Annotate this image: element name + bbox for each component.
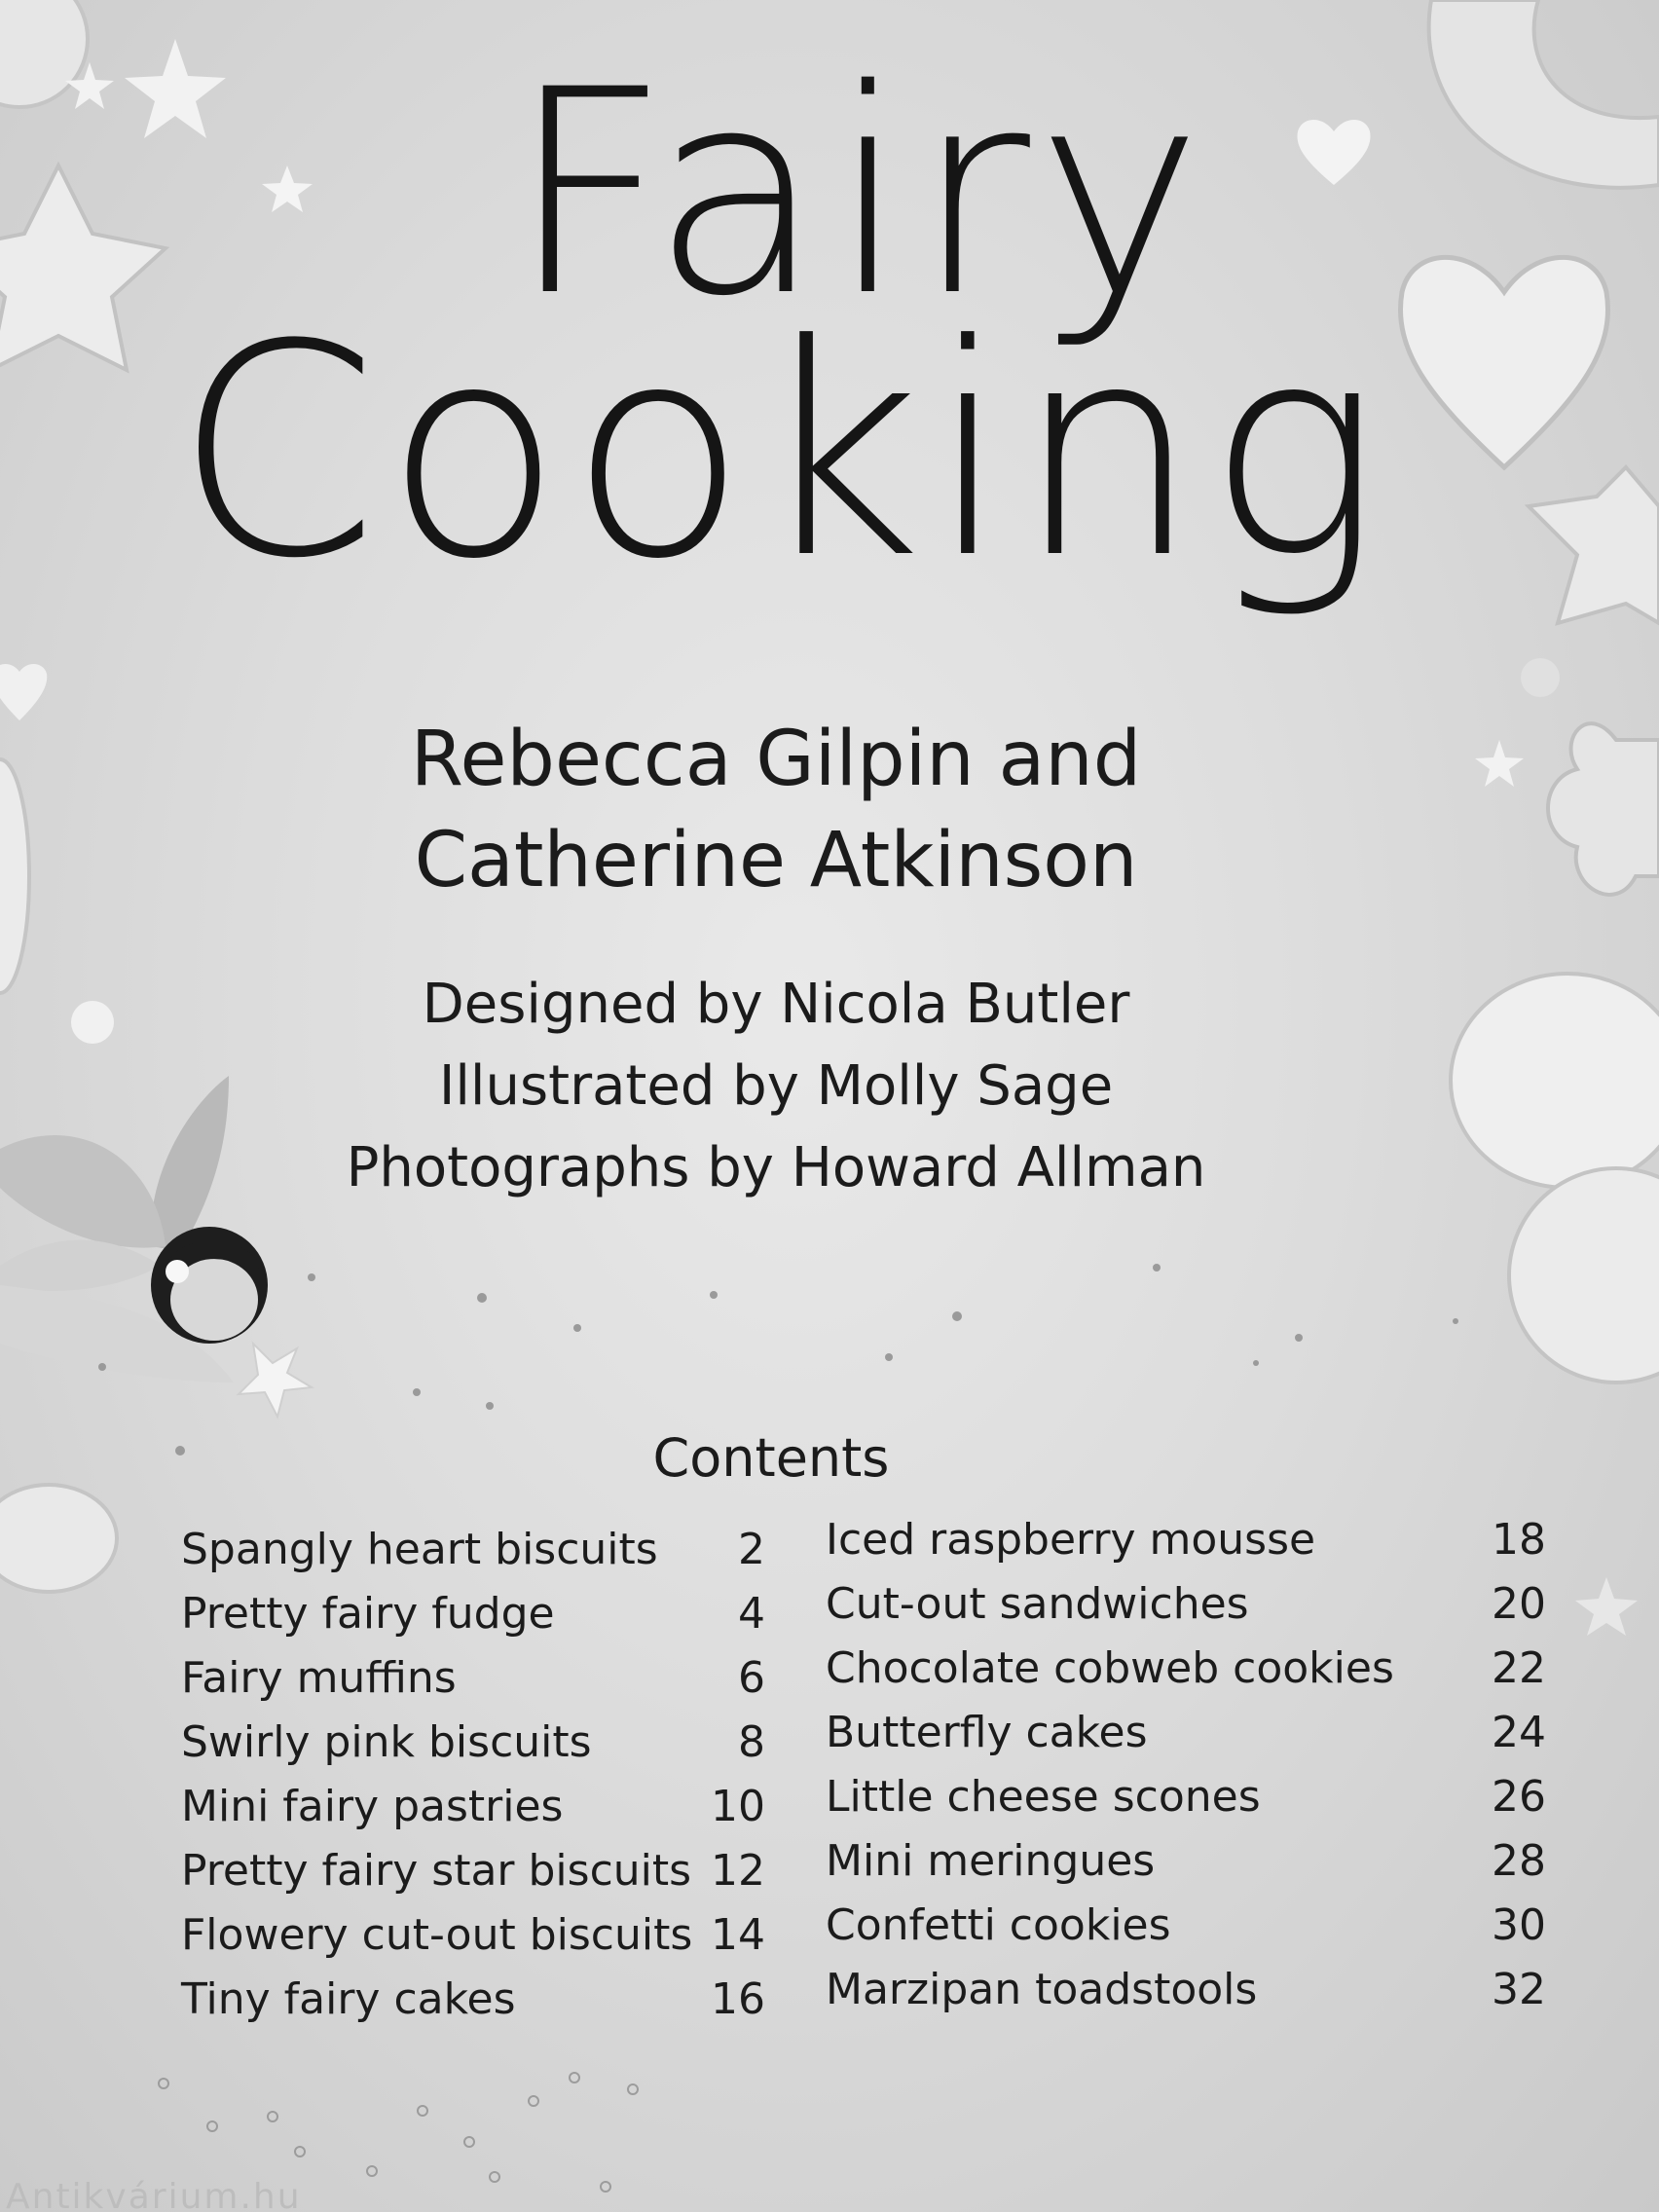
sprinkle-decoration bbox=[159, 2073, 638, 2192]
toc-row bbox=[181, 1910, 765, 1974]
toc-row bbox=[826, 1579, 1546, 1643]
toc-row bbox=[181, 1525, 765, 1589]
book-title-line-2: Cooking bbox=[174, 282, 1387, 622]
toc-title: Tiny fairy cakes bbox=[181, 1974, 516, 2024]
authors-line-2: Catherine Atkinson bbox=[414, 817, 1138, 904]
toc-title: Mini fairy pastries bbox=[181, 1782, 564, 1831]
toc-page: 12 bbox=[711, 1846, 765, 1896]
toc-page: 16 bbox=[711, 1974, 765, 2024]
designed-by: Designed by Nicola Butler bbox=[422, 973, 1130, 1036]
round-biscuit-icon bbox=[0, 1485, 117, 1592]
toc-page: 8 bbox=[738, 1717, 765, 1767]
photographs-by: Photographs by Howard Allman bbox=[346, 1136, 1206, 1199]
toc-title: Butterfly cakes bbox=[826, 1708, 1148, 1757]
toc-page: 14 bbox=[711, 1910, 765, 1960]
toc-title: Iced raspberry mousse bbox=[826, 1515, 1316, 1565]
toc-page: 2 bbox=[738, 1525, 765, 1574]
toc-title: Confetti cookies bbox=[826, 1900, 1171, 1950]
toc-title: Pretty fairy star biscuits bbox=[181, 1846, 692, 1896]
toc-row bbox=[181, 1589, 765, 1653]
authors-line-1: Rebecca Gilpin and bbox=[410, 716, 1142, 803]
book-title-line-1: Fairy bbox=[508, 30, 1209, 358]
toc-row bbox=[181, 1653, 765, 1717]
toc-title: Little cheese scones bbox=[826, 1772, 1261, 1822]
toc-row bbox=[181, 1717, 765, 1782]
toc-row bbox=[826, 1515, 1546, 1579]
toc-page: 32 bbox=[1492, 1965, 1546, 2014]
toc-row bbox=[826, 1900, 1546, 1965]
toc-page: 18 bbox=[1492, 1515, 1546, 1565]
authors bbox=[0, 709, 1659, 911]
toc-title: Pretty fairy fudge bbox=[181, 1589, 555, 1639]
contents-left-column bbox=[181, 1525, 765, 2039]
toc-row bbox=[826, 1836, 1546, 1900]
toc-page: 20 bbox=[1492, 1579, 1546, 1629]
toc-title: Mini meringues bbox=[826, 1836, 1156, 1886]
toc-page: 10 bbox=[711, 1782, 765, 1831]
star-icon bbox=[1575, 1577, 1638, 1636]
toc-title: Flowery cut-out biscuits bbox=[181, 1910, 693, 1960]
watermark: Antikvárium.hu bbox=[6, 2177, 302, 2212]
toc-row bbox=[826, 1772, 1546, 1836]
toc-title: Spangly heart biscuits bbox=[181, 1525, 658, 1574]
toc-title: Fairy muffins bbox=[181, 1653, 457, 1703]
illustrated-by: Illustrated by Molly Sage bbox=[438, 1054, 1114, 1118]
toc-title: Chocolate cobweb cookies bbox=[826, 1643, 1394, 1693]
toc-page: 28 bbox=[1492, 1836, 1546, 1886]
contents-right-column bbox=[826, 1515, 1546, 2029]
toc-row bbox=[181, 1846, 765, 1910]
toc-page: 26 bbox=[1492, 1772, 1546, 1822]
credits bbox=[0, 964, 1659, 1209]
toc-page: 30 bbox=[1492, 1900, 1546, 1950]
toc-page: 4 bbox=[738, 1589, 765, 1639]
toc-row bbox=[826, 1643, 1546, 1708]
contents-heading: Contents bbox=[652, 1427, 890, 1489]
toc-row bbox=[826, 1965, 1546, 2029]
toc-page: 6 bbox=[738, 1653, 765, 1703]
toc-title: Cut-out sandwiches bbox=[826, 1579, 1249, 1629]
toc-row bbox=[826, 1708, 1546, 1772]
toc-row bbox=[181, 1782, 765, 1846]
toc-page: 24 bbox=[1492, 1708, 1546, 1757]
toc-title: Marzipan toadstools bbox=[826, 1965, 1258, 2014]
toc-title: Swirly pink biscuits bbox=[181, 1717, 592, 1767]
toc-page: 22 bbox=[1492, 1643, 1546, 1693]
flower-icon bbox=[1521, 658, 1560, 697]
toc-row bbox=[181, 1974, 765, 2039]
